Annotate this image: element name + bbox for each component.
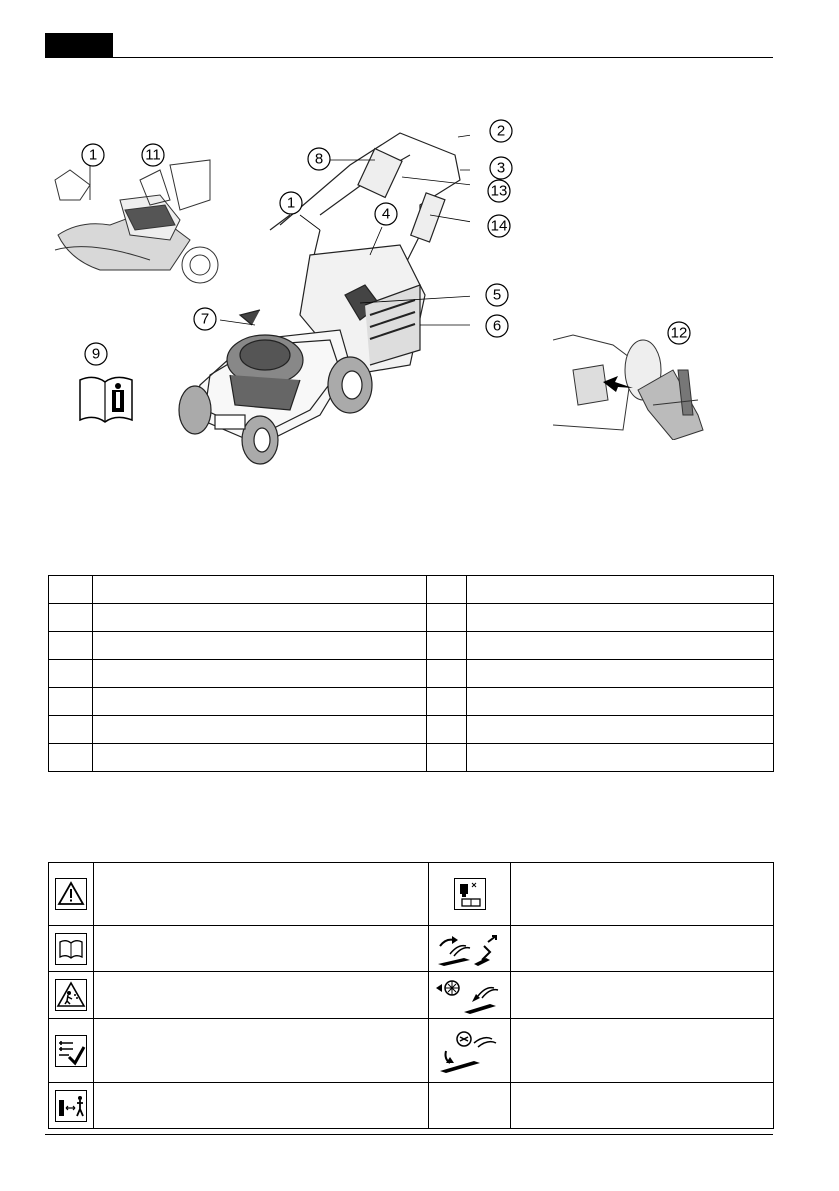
callout-12-label: 12 bbox=[670, 324, 688, 342]
table-cell bbox=[93, 632, 427, 660]
table-cell bbox=[49, 716, 93, 744]
table-cell bbox=[429, 926, 511, 972]
table-cell bbox=[467, 744, 774, 772]
table-cell bbox=[429, 1083, 511, 1129]
table-cell bbox=[467, 660, 774, 688]
callout-5-label: 5 bbox=[492, 286, 502, 304]
table-row bbox=[49, 716, 774, 744]
callout-11-label: 11 bbox=[145, 146, 161, 164]
callout-4 bbox=[373, 201, 403, 231]
table-cell bbox=[511, 863, 774, 926]
table-cell bbox=[93, 604, 427, 632]
foot-blade-hazard-icon bbox=[434, 1029, 506, 1073]
callout-8 bbox=[306, 146, 336, 176]
table-cell bbox=[427, 688, 467, 716]
keep-distance-icon bbox=[55, 1090, 87, 1122]
callout-5 bbox=[484, 282, 514, 312]
table-cell bbox=[49, 1083, 94, 1129]
table-cell bbox=[94, 863, 429, 926]
callout-1 bbox=[278, 190, 308, 220]
table-cell bbox=[93, 576, 427, 604]
table-cell bbox=[49, 1019, 94, 1083]
table-cell bbox=[49, 632, 93, 660]
check-tools-icon bbox=[55, 1035, 87, 1067]
callout-3-label: 3 bbox=[496, 159, 506, 177]
table-cell bbox=[427, 744, 467, 772]
table-cell bbox=[467, 688, 774, 716]
callout-12 bbox=[666, 320, 696, 350]
table-row bbox=[49, 660, 774, 688]
table-cell bbox=[429, 972, 511, 1019]
header-tab-block bbox=[45, 33, 113, 58]
table-cell bbox=[427, 632, 467, 660]
callout-1-inset bbox=[80, 142, 120, 172]
table-cell bbox=[93, 744, 427, 772]
table-cell bbox=[49, 863, 94, 926]
table-cell bbox=[467, 576, 774, 604]
callout-7-label: 7 bbox=[200, 310, 210, 328]
table-row bbox=[49, 604, 774, 632]
callout-1-main-label: 1 bbox=[286, 194, 296, 212]
table-cell bbox=[93, 716, 427, 744]
callout-1-label: 1 bbox=[88, 146, 98, 164]
callout-14-label: 14 bbox=[490, 217, 508, 235]
callout-6 bbox=[484, 313, 514, 343]
thrown-objects-icon bbox=[55, 979, 87, 1011]
table-cell bbox=[49, 576, 93, 604]
table-row bbox=[49, 1019, 774, 1083]
callout-2-label: 2 bbox=[496, 122, 506, 140]
table-row bbox=[49, 688, 774, 716]
spark-plug-disconnect-icon bbox=[454, 878, 486, 910]
table-cell bbox=[94, 1019, 429, 1083]
warning-triangle-icon bbox=[55, 878, 87, 910]
table-cell bbox=[467, 632, 774, 660]
table-row bbox=[49, 1083, 774, 1129]
callout-13-label: 13 bbox=[490, 182, 508, 200]
callout-6-label: 6 bbox=[492, 317, 502, 335]
table-row bbox=[49, 863, 774, 926]
table-cell bbox=[94, 972, 429, 1019]
parts-list-table bbox=[48, 575, 774, 772]
table-cell bbox=[93, 688, 427, 716]
table-cell bbox=[49, 604, 93, 632]
table-cell bbox=[49, 926, 94, 972]
table-cell bbox=[93, 660, 427, 688]
callout-14 bbox=[486, 213, 516, 243]
table-cell bbox=[427, 604, 467, 632]
table-cell bbox=[94, 1083, 429, 1129]
table-row bbox=[49, 926, 774, 972]
hand-foot-cutting-hazard-icon bbox=[434, 930, 506, 968]
table-cell bbox=[427, 660, 467, 688]
safety-symbols-table bbox=[48, 862, 774, 1129]
table-cell bbox=[467, 716, 774, 744]
callout-8-label: 8 bbox=[314, 150, 324, 168]
callout-7 bbox=[192, 306, 222, 336]
table-cell bbox=[467, 604, 774, 632]
footer-rule bbox=[45, 1134, 773, 1135]
callout-9-label: 9 bbox=[91, 345, 101, 363]
table-cell bbox=[511, 1083, 774, 1129]
table-cell bbox=[427, 716, 467, 744]
callout-9 bbox=[83, 341, 113, 371]
table-cell bbox=[429, 1019, 511, 1083]
table-cell bbox=[511, 1019, 774, 1083]
callout-13 bbox=[486, 178, 516, 208]
table-cell bbox=[511, 972, 774, 1019]
read-manual-book-icon bbox=[76, 372, 136, 424]
table-cell bbox=[427, 576, 467, 604]
table-row bbox=[49, 576, 774, 604]
table-cell bbox=[94, 926, 429, 972]
table-row bbox=[49, 744, 774, 772]
table-cell bbox=[49, 660, 93, 688]
table-row bbox=[49, 632, 774, 660]
blade-rotation-hazard-icon bbox=[434, 976, 506, 1014]
callout-4-label: 4 bbox=[381, 205, 391, 223]
table-cell bbox=[511, 926, 774, 972]
read-manual-icon bbox=[55, 933, 87, 965]
header-rule bbox=[45, 57, 773, 58]
table-cell bbox=[49, 972, 94, 1019]
callout-2 bbox=[488, 118, 518, 148]
table-cell bbox=[49, 688, 93, 716]
table-cell bbox=[49, 744, 93, 772]
table-cell bbox=[429, 863, 511, 926]
table-row bbox=[49, 972, 774, 1019]
